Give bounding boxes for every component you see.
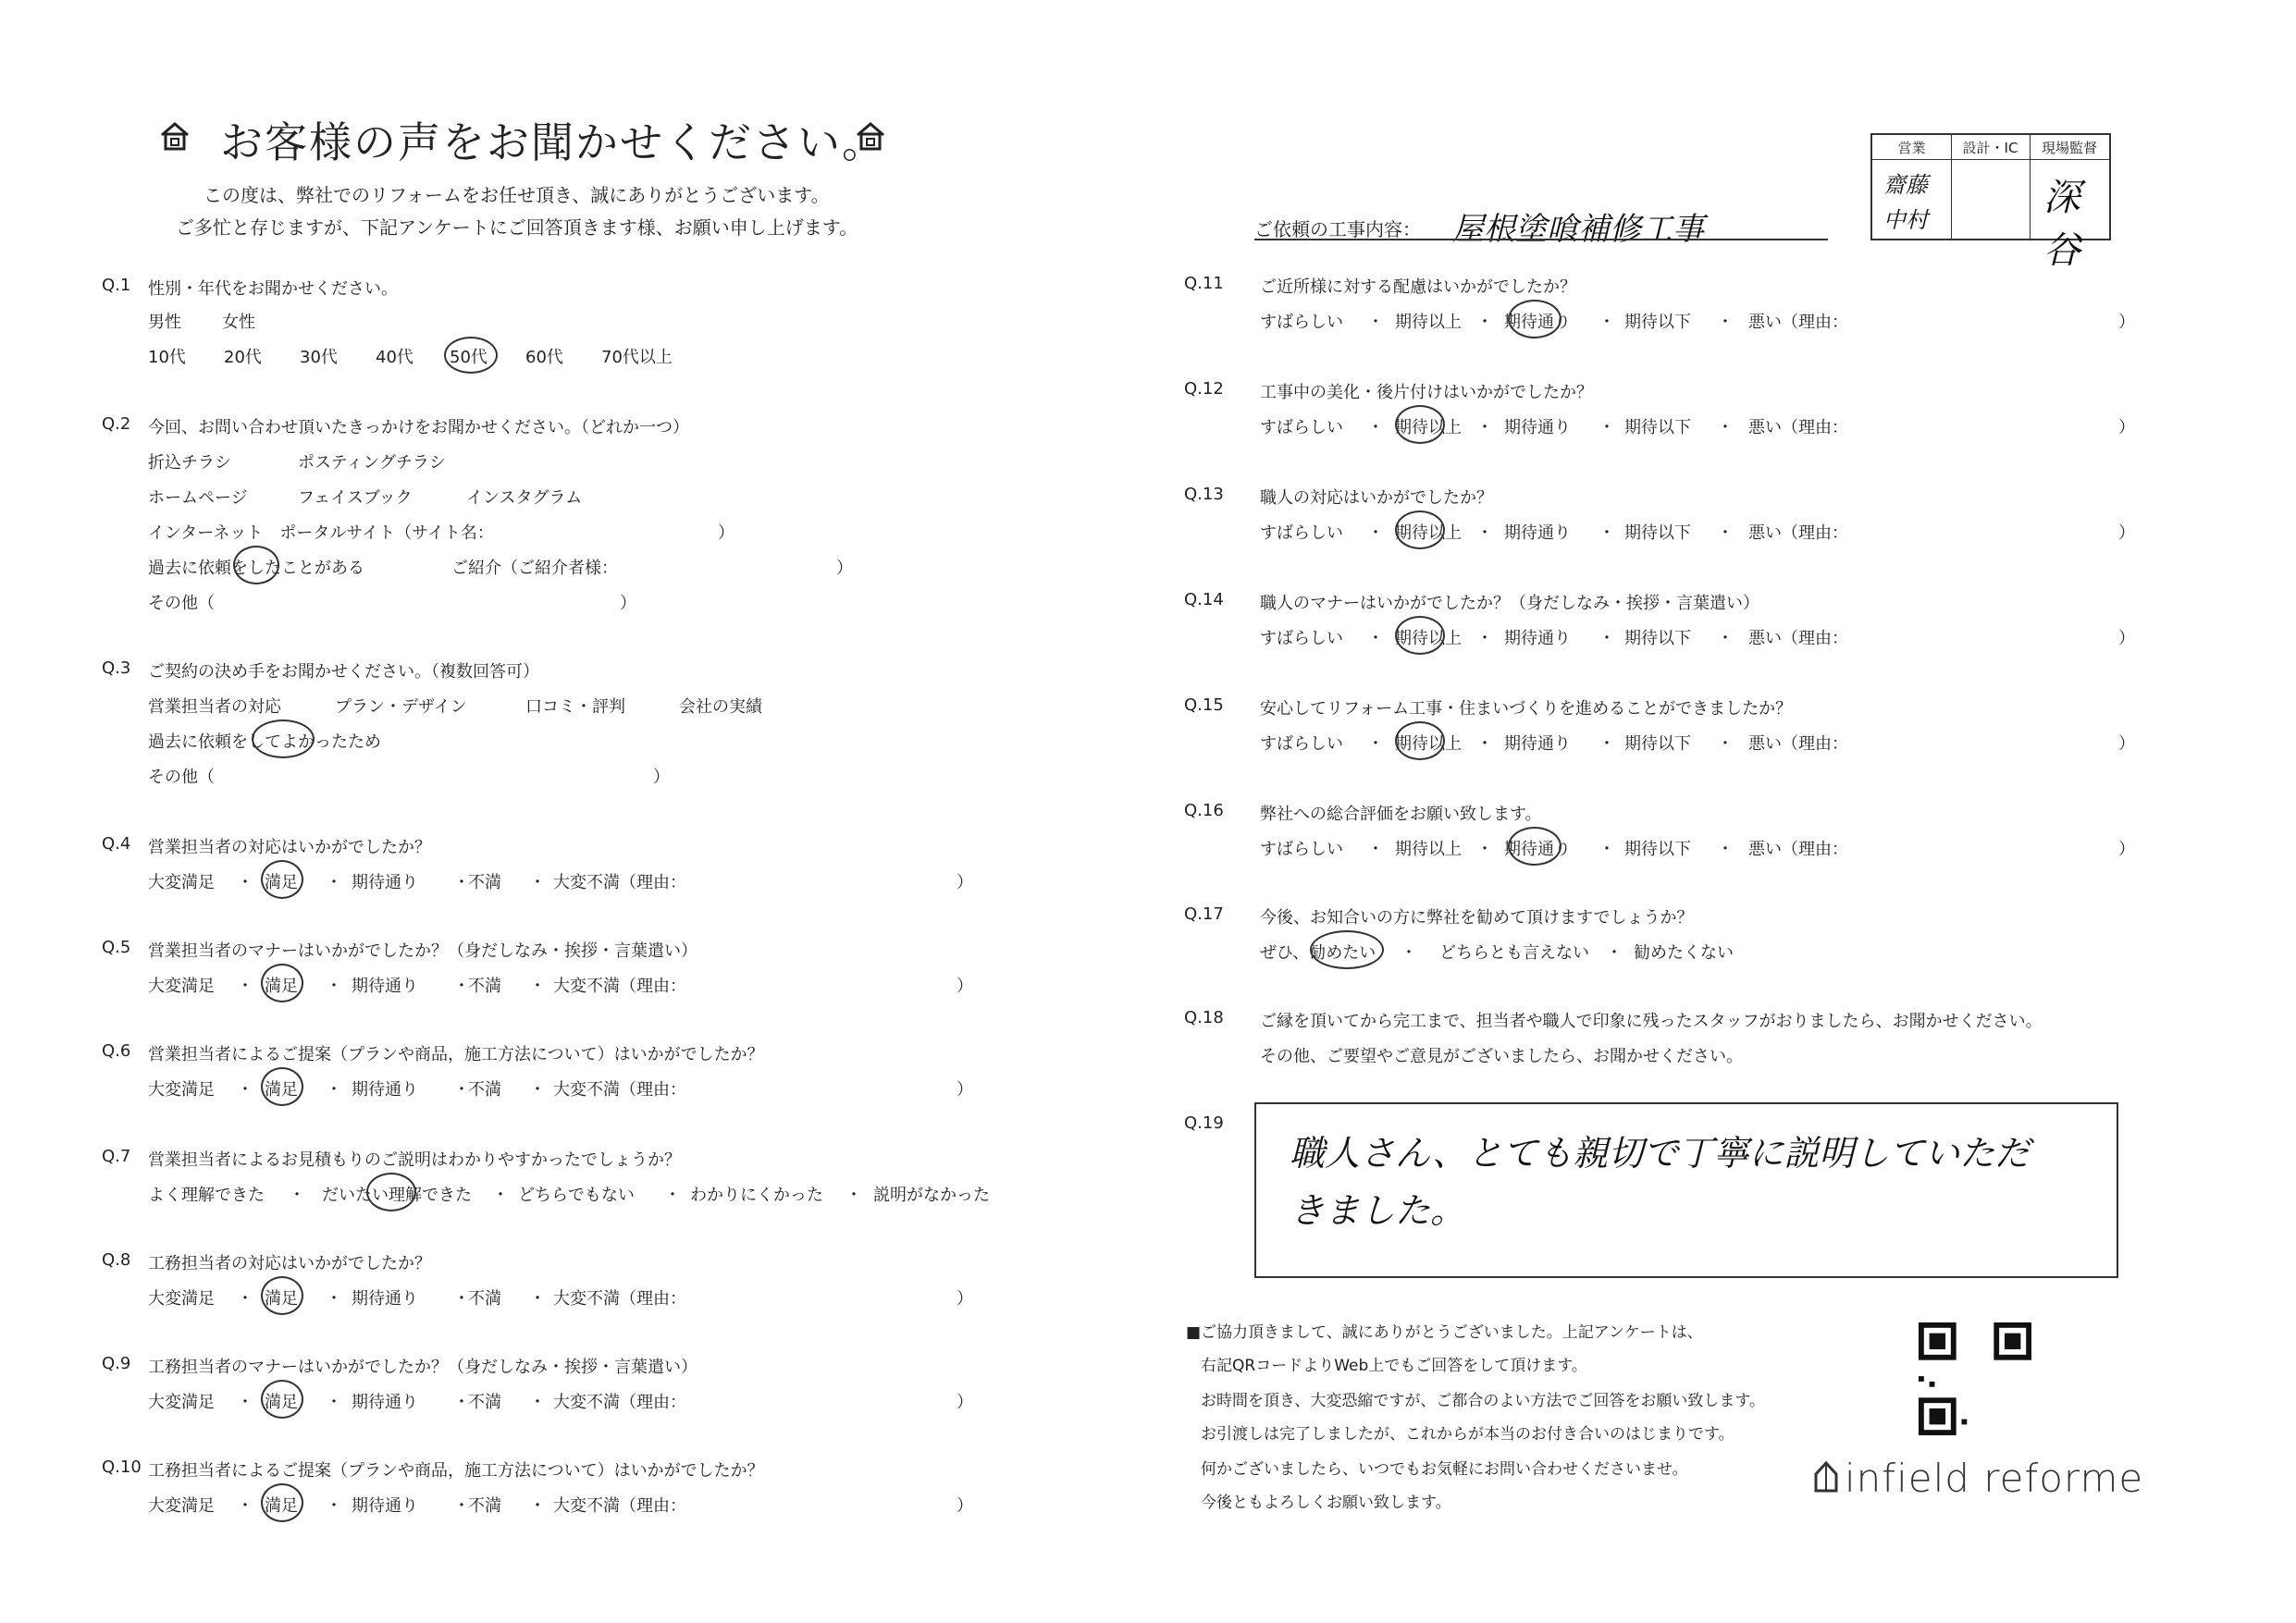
option[interactable]: どちらでもない: [518, 1186, 635, 1205]
option[interactable]: すばらしい: [1260, 313, 1343, 332]
question-text: 工務担当者によるご提案（プランや商品，施工方法について）はいかがでしたか？: [148, 1461, 764, 1481]
separator: ・: [1367, 840, 1384, 859]
option[interactable]: 期待以下: [1624, 523, 1691, 543]
separator: ・: [529, 1289, 546, 1309]
option[interactable]: すばらしい: [1260, 840, 1343, 859]
option[interactable]: わかりにくかった: [690, 1186, 823, 1205]
separator: ・: [1599, 523, 1615, 543]
separator: ・: [1599, 418, 1615, 437]
question-number: Q.16: [1184, 801, 1224, 820]
intro-line: ご多忙と存じますが、下記アンケートにご回答頂きます様、お願い申し上げます。: [176, 216, 858, 239]
answer-circle: [1508, 300, 1562, 338]
separator: ・: [453, 1496, 470, 1516]
option-close: ）: [718, 523, 734, 543]
option[interactable]: 大変不満（理由：: [553, 977, 686, 996]
comment-line: きました。: [1290, 1190, 1466, 1231]
answer-circle: [366, 1173, 416, 1211]
separator: ・: [289, 1186, 305, 1205]
question-text: 性別・年代をお聞かせください。: [148, 279, 398, 299]
option[interactable]: 期待通り: [352, 1496, 418, 1516]
separator: ・: [237, 1496, 253, 1516]
question-text: ご契約の決め手をお聞かせください。（複数回答可）: [148, 662, 539, 682]
separator: ・: [326, 1393, 342, 1412]
option-selected[interactable]: 期待以上: [1395, 523, 1462, 543]
option-close: ）: [836, 559, 853, 578]
answer-circle: [261, 1276, 303, 1315]
intro-line: この度は、弊社でのリフォームをお任せ頂き、誠にありがとうございます。: [204, 184, 830, 206]
separator: ・: [529, 1393, 546, 1412]
question-text: 安心してリフォーム工事・住まいづくりを進めることができましたか？: [1260, 699, 1793, 719]
option[interactable]: 不満: [468, 1496, 501, 1516]
option[interactable]: 大変満足: [148, 873, 215, 892]
request-underline: [1254, 239, 1828, 240]
question-text: 営業担当者のマナーはいかがでしたか？（身だしなみ・挨拶・言葉遣い）: [148, 941, 697, 961]
question-number: Q.17: [1184, 904, 1224, 924]
staff-table: [1870, 133, 2111, 272]
separator: ）: [957, 873, 973, 892]
option-close: ）: [620, 594, 636, 613]
separator: ・: [1717, 313, 1734, 332]
separator: ・: [846, 1186, 862, 1205]
separator: ）: [2118, 734, 2135, 754]
question-number: Q.5: [102, 938, 131, 957]
answer-circle: [1395, 405, 1445, 444]
logo-house-icon: [1813, 1459, 1839, 1494]
staff-header-sales: 営業: [1897, 140, 1926, 156]
separator: ・: [1476, 523, 1493, 543]
separator: ・: [326, 977, 342, 996]
answer-circle: [261, 860, 303, 899]
question-text: 弊社への総合評価をお願い致します。: [1260, 805, 1542, 824]
question-text: その他、ご要望やご意見がございましたら、お聞かせください。: [1260, 1047, 1743, 1066]
option-selected[interactable]: 満足: [265, 1080, 298, 1100]
separator: ）: [2118, 629, 2135, 648]
separator: ）: [957, 1080, 973, 1100]
option[interactable]: 期待以下: [1624, 734, 1691, 754]
separator: ・: [664, 1186, 681, 1205]
answer-circle: [252, 719, 315, 758]
option-selected[interactable]: 満足: [265, 873, 298, 892]
option[interactable]: フェイスブック: [298, 488, 413, 508]
answer-circle: [1395, 616, 1445, 655]
separator: ・: [1476, 418, 1493, 437]
request-label: ご依頼の工事内容：: [1254, 218, 1421, 240]
option-age[interactable]: 60代: [525, 348, 563, 367]
option[interactable]: すばらしい: [1260, 418, 1343, 437]
separator: ）: [2118, 840, 2135, 859]
question-number: Q.8: [102, 1250, 131, 1270]
question-text: 今後、お知合いの方に弊社を勧めて頂けますでしょうか？: [1260, 908, 1694, 928]
staff-sales-name: 齋藤: [1883, 172, 1928, 198]
option-age[interactable]: 20代: [224, 348, 262, 367]
question-number: Q.15: [1184, 695, 1224, 715]
separator: ・: [529, 977, 546, 996]
option[interactable]: 悪い（理由：: [1748, 313, 1848, 332]
option-female[interactable]: 女性: [222, 313, 255, 332]
footer-line: 今後ともよろしくお願い致します。: [1201, 1494, 1451, 1512]
separator: ・: [453, 1080, 470, 1100]
question-text: 職人のマナーはいかがでしたか？（身だしなみ・挨拶・言葉遣い）: [1260, 594, 1759, 613]
question-number: Q.2: [102, 414, 131, 434]
separator: ・: [1476, 734, 1493, 754]
separator: ）: [957, 977, 973, 996]
option-selected[interactable]: 期待以上: [1395, 734, 1462, 754]
separator: ・: [1367, 734, 1384, 754]
separator: ）: [2118, 313, 2135, 332]
option-selected[interactable]: 期待通り: [1504, 313, 1571, 332]
separator: ・: [1476, 629, 1493, 648]
answer-circle: [261, 964, 303, 1002]
request-value: 屋根塗喰補修工事: [1452, 211, 1704, 248]
separator: ・: [1717, 629, 1734, 648]
option[interactable]: 期待通り: [1504, 523, 1571, 543]
option[interactable]: 期待以上: [1395, 313, 1462, 332]
option[interactable]: ホームページ: [148, 488, 248, 508]
answer-circle: [261, 1380, 303, 1419]
option[interactable]: インターネット ポータルサイト（サイト名：: [148, 523, 494, 543]
separator: ・: [529, 873, 546, 892]
option[interactable]: プラン・デザイン: [335, 697, 467, 717]
separator: ・: [237, 1080, 253, 1100]
option-selected[interactable]: ぜひ、勧めたい: [1260, 943, 1376, 963]
separator: ）: [957, 1496, 973, 1516]
answer-circle: [1395, 510, 1445, 549]
option[interactable]: 悪い（理由：: [1748, 629, 1848, 648]
comment-box[interactable]: [1254, 1102, 2118, 1278]
option[interactable]: 悪い（理由：: [1748, 418, 1848, 437]
question-text: 職人の対応はいかがでしたか？: [1260, 488, 1493, 508]
question-text: 営業担当者によるご提案（プランや商品，施工方法について）はいかがでしたか？: [148, 1045, 764, 1064]
option[interactable]: よく理解できた: [148, 1186, 265, 1205]
question-text: ご縁を頂いてから完工まで、担当者や職人で印象に残ったスタッフがおりましたら、お聞かせください。: [1260, 1012, 2043, 1031]
option[interactable]: 会社の実績: [679, 697, 762, 717]
question-number: Q.10: [102, 1457, 142, 1477]
answer-circle: [1310, 930, 1384, 969]
option[interactable]: インスタグラム: [466, 488, 583, 508]
separator: ・: [492, 1186, 509, 1205]
option[interactable]: すばらしい: [1260, 629, 1343, 648]
footer-line: 何かございましたら、いつでもお気軽にお問い合わせくださいませ。: [1201, 1460, 1688, 1479]
option[interactable]: ご紹介（ご紹介者様：: [451, 559, 618, 578]
separator: ・: [326, 1080, 342, 1100]
question-number: Q.6: [102, 1041, 131, 1061]
option-selected[interactable]: だいたい理解できた: [322, 1186, 472, 1205]
option[interactable]: すばらしい: [1260, 734, 1343, 754]
option[interactable]: 悪い（理由：: [1748, 734, 1848, 754]
answer-circle: [261, 1483, 303, 1522]
option[interactable]: 期待以下: [1624, 629, 1691, 648]
question-text: 営業担当者によるお見積もりのご説明はわかりやすかったでしょうか？: [148, 1150, 681, 1170]
question-text: 今回、お問い合わせ頂いたきっかけをお聞かせください。（どれか一つ）: [148, 418, 689, 437]
separator: ・: [1367, 418, 1384, 437]
footer-line: 右記QRコードよりWeb上でもご回答をして頂けます。: [1201, 1357, 1587, 1375]
question-number: Q.18: [1184, 1008, 1224, 1027]
option[interactable]: 期待通り: [352, 873, 418, 892]
option[interactable]: 不満: [468, 1289, 501, 1309]
separator: ・: [1367, 629, 1384, 648]
separator: ・: [326, 1496, 342, 1516]
separator: ・: [1717, 523, 1734, 543]
question-number: Q.4: [102, 834, 131, 854]
separator: ・: [453, 1289, 470, 1309]
answer-circle: [261, 1067, 303, 1106]
staff-site-name: 深谷: [2043, 177, 2080, 272]
option[interactable]: 不満: [468, 1393, 501, 1412]
option[interactable]: 期待通り: [352, 1393, 418, 1412]
question-text: 工務担当者の対応はいかがでしたか？: [148, 1254, 431, 1273]
separator: ・: [237, 977, 253, 996]
option[interactable]: 不満: [468, 873, 501, 892]
comment-line: 職人さん、とても親切で丁寧に説明していただ: [1290, 1133, 2031, 1174]
separator: ・: [237, 873, 253, 892]
option-male[interactable]: 男性: [148, 313, 181, 332]
footer-line: ■ご協力頂きまして、誠にありがとうございました。上記アンケートは、: [1186, 1323, 1703, 1342]
option[interactable]: その他（: [148, 594, 215, 613]
qr-code-icon[interactable]: [1919, 1322, 2031, 1435]
option[interactable]: 期待以下: [1624, 840, 1691, 859]
option[interactable]: 大変満足: [148, 1289, 215, 1309]
separator: ・: [1476, 313, 1493, 332]
option[interactable]: 期待通り: [1504, 418, 1571, 437]
option-age[interactable]: 70代以上: [601, 348, 673, 367]
option[interactable]: 大変不満（理由：: [553, 1289, 686, 1309]
staff-header-design: 設計・IC: [1962, 140, 2018, 156]
question-text: 工務担当者のマナーはいかがでしたか？（身だしなみ・挨拶・言葉遣い）: [148, 1358, 697, 1377]
option[interactable]: 期待通り: [352, 1289, 418, 1309]
separator: ・: [237, 1393, 253, 1412]
separator: ・: [237, 1289, 253, 1309]
question-number: Q.1: [102, 276, 131, 295]
option[interactable]: 大変不満（理由：: [553, 1496, 686, 1516]
option[interactable]: 期待通り: [1504, 734, 1571, 754]
house-icon: [159, 120, 191, 152]
separator: ・: [326, 1289, 342, 1309]
option[interactable]: 大変不満（理由：: [553, 1393, 686, 1412]
question-number: Q.7: [102, 1147, 131, 1166]
option[interactable]: 大変満足: [148, 1080, 215, 1100]
question-number: Q.3: [102, 658, 131, 678]
staff-header-site: 現場監督: [2041, 140, 2097, 156]
separator: ・: [1476, 840, 1493, 859]
separator: ）: [957, 1289, 973, 1309]
option-selected[interactable]: 満足: [265, 1496, 298, 1516]
footer-line: お引渡しは完了しましたが、これからが本当のお付き合いのはじまりです。: [1201, 1425, 1734, 1444]
question-number: Q.19: [1184, 1113, 1224, 1133]
option-age[interactable]: 10代: [148, 348, 186, 367]
house-icon: [855, 120, 886, 152]
option-selected[interactable]: 期待以上: [1395, 629, 1462, 648]
staff-sales-name: 中村: [1883, 207, 1928, 233]
option[interactable]: 大変満足: [148, 1393, 215, 1412]
separator: ・: [1717, 418, 1734, 437]
separator: ）: [2118, 418, 2135, 437]
option[interactable]: 期待以下: [1624, 313, 1691, 332]
option[interactable]: 営業担当者の対応: [148, 697, 281, 717]
separator: ・: [1599, 313, 1615, 332]
separator: ・: [326, 873, 342, 892]
option-selected[interactable]: 満足: [265, 1289, 298, 1309]
option[interactable]: どちらとも言えない: [1439, 943, 1589, 963]
option[interactable]: 大変満足: [148, 977, 215, 996]
separator: ・: [1367, 523, 1384, 543]
answer-circle: [444, 337, 498, 374]
separator: ）: [957, 1393, 973, 1412]
question-number: Q.14: [1184, 590, 1224, 609]
question-number: Q.11: [1184, 274, 1224, 293]
separator: ・: [453, 1393, 470, 1412]
option[interactable]: 説明がなかった: [873, 1186, 990, 1205]
separator: ・: [1717, 840, 1734, 859]
answer-circle: [1395, 721, 1445, 760]
separator: ）: [2118, 523, 2135, 543]
question-number: Q.9: [102, 1354, 131, 1373]
option[interactable]: すばらしい: [1260, 523, 1343, 543]
question-text: 工事中の美化・後片付けはいかがでしたか？: [1260, 383, 1593, 402]
option[interactable]: 期待通り: [352, 977, 418, 996]
separator: ・: [1401, 943, 1417, 963]
question-text: ご近所様に対する配慮はいかがでしたか？: [1260, 277, 1576, 297]
option[interactable]: 大変満足: [148, 1496, 215, 1516]
page-title: お客様の声をお聞かせください。: [220, 117, 886, 167]
separator: ・: [453, 873, 470, 892]
option[interactable]: 悪い（理由：: [1748, 840, 1848, 859]
option-age-selected[interactable]: 50代: [450, 348, 488, 367]
option[interactable]: 大変不満（理由：: [553, 873, 686, 892]
option-selected[interactable]: 満足: [265, 1393, 298, 1412]
separator: ・: [1717, 734, 1734, 754]
option-selected[interactable]: 過去に依頼をしたことがある: [148, 559, 364, 578]
option[interactable]: 悪い（理由：: [1748, 523, 1848, 543]
option[interactable]: 期待通り: [1504, 629, 1571, 648]
answer-circle: [233, 546, 279, 584]
footer-line: お時間を頂き、大変恐縮ですが、ご都合のよい方法でご回答をお願い致します。: [1201, 1392, 1765, 1410]
separator: ・: [1599, 840, 1615, 859]
separator: ・: [453, 977, 470, 996]
option[interactable]: 不満: [468, 977, 501, 996]
company-logo: infield reforme: [1845, 1456, 2144, 1501]
question-number: Q.13: [1184, 485, 1224, 504]
option-selected[interactable]: 期待以上: [1395, 418, 1462, 437]
option[interactable]: 口コミ・評判: [525, 697, 625, 717]
option[interactable]: 折込チラシ: [148, 453, 231, 473]
option[interactable]: 期待以上: [1395, 840, 1462, 859]
question-text: 営業担当者の対応はいかがでしたか？: [148, 838, 431, 857]
separator: ・: [529, 1496, 546, 1516]
separator: ・: [1367, 313, 1384, 332]
option-selected[interactable]: 期待通り: [1504, 840, 1571, 859]
option-close: ）: [653, 768, 670, 787]
option[interactable]: 期待通り: [352, 1080, 418, 1100]
question-number: Q.12: [1184, 379, 1224, 399]
option[interactable]: 勧めたくない: [1634, 943, 1734, 963]
separator: ・: [1599, 629, 1615, 648]
option[interactable]: 期待以下: [1624, 418, 1691, 437]
separator: ・: [1606, 943, 1623, 963]
option[interactable]: ポスティングチラシ: [298, 453, 446, 473]
option[interactable]: その他（: [148, 768, 215, 787]
option-selected[interactable]: 過去に依頼をしてよかったため: [148, 732, 381, 752]
option[interactable]: 不満: [468, 1080, 501, 1100]
separator: ・: [1599, 734, 1615, 754]
option[interactable]: 大変不満（理由：: [553, 1080, 686, 1100]
option-selected[interactable]: 満足: [265, 977, 298, 996]
answer-circle: [1508, 827, 1562, 866]
option-age[interactable]: 30代: [300, 348, 338, 367]
separator: ・: [529, 1080, 546, 1100]
option-age[interactable]: 40代: [376, 348, 414, 367]
